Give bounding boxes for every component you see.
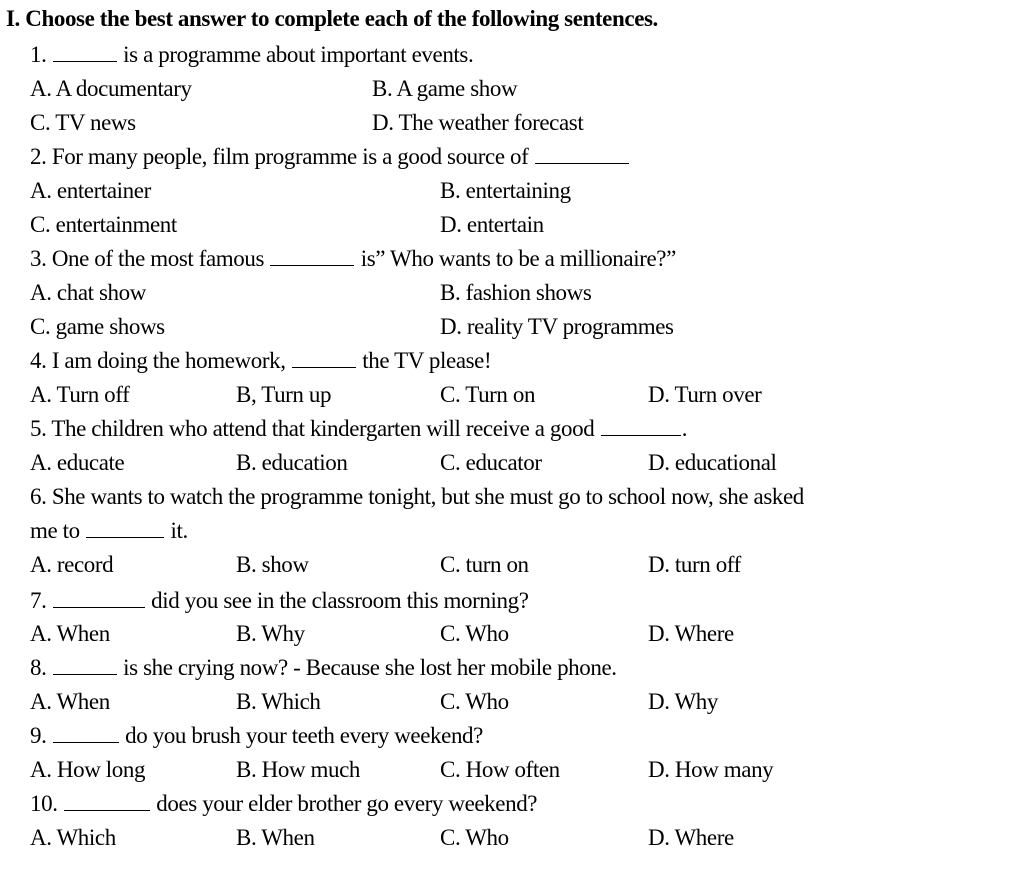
option-d: D. entertain [440, 212, 544, 237]
option-b: B. Why [236, 621, 305, 646]
answer-blank [53, 654, 117, 675]
option-b: B. Which [236, 689, 321, 714]
option-b: B. show [236, 552, 309, 577]
question-2 [30, 142, 630, 172]
question-text-before: She wants to watch the programme tonight, but she must go to school now, she asked [51, 484, 804, 509]
option-a: A. entertainer [30, 178, 151, 203]
answer-blank [535, 143, 629, 164]
option-b: B. When [236, 825, 315, 850]
question-6-continued [30, 516, 188, 546]
question-text-after: it. [170, 518, 188, 543]
question-number: 1. [30, 42, 47, 67]
question-text-after: the TV please! [362, 348, 492, 373]
question-1 [30, 40, 473, 70]
question-text-after: does your elder brother go every weekend? [156, 791, 538, 816]
question-number: 6. [30, 484, 47, 509]
option-c: C. How often [440, 757, 560, 782]
option-a: A. How long [30, 757, 146, 782]
option-b: B. A game show [372, 76, 518, 101]
answer-blank [292, 347, 356, 368]
answer-blank [53, 722, 119, 743]
option-b: B. fashion shows [440, 280, 592, 305]
option-a: A. When [30, 689, 110, 714]
answer-blank [53, 41, 117, 62]
question-number: 9. [30, 723, 47, 748]
question-text-after: is” Who wants to be a millionaire?” [360, 246, 676, 271]
option-a: A. Which [30, 825, 116, 850]
option-a: A. record [30, 552, 114, 577]
question-text-after: is a programme about important events. [123, 42, 474, 67]
option-d: D. How many [648, 757, 774, 782]
answer-blank [601, 415, 681, 436]
question-9 [30, 721, 483, 751]
answer-blank [86, 517, 164, 538]
question-10 [30, 789, 537, 819]
option-d: D. turn off [648, 552, 741, 577]
option-a: A. When [30, 621, 110, 646]
option-c: C. Turn on [440, 382, 536, 407]
option-a: A. chat show [30, 280, 146, 305]
question-number: 10. [30, 791, 58, 816]
question-3 [30, 244, 676, 274]
answer-blank [270, 245, 354, 266]
option-b: B. education [236, 450, 348, 475]
answer-blank [53, 587, 145, 608]
question-text-after: . [681, 416, 688, 441]
question-5 [30, 414, 687, 444]
option-c: C. entertainment [30, 212, 177, 237]
option-c: C. educator [440, 450, 542, 475]
question-number: 8. [30, 655, 47, 680]
question-text-after: is she crying now? - Because she lost her mobile phone. [123, 655, 617, 680]
option-c: C. Who [440, 825, 509, 850]
question-4 [30, 346, 491, 376]
question-number: 5. [30, 416, 47, 441]
question-8 [30, 653, 617, 683]
option-a: A. A documentary [30, 76, 192, 101]
question-text-before: I am doing the homework, [51, 348, 286, 373]
question-number: 2. [30, 144, 47, 169]
option-c: C. Who [440, 689, 509, 714]
option-a: A. Turn off [30, 382, 130, 407]
question-7 [30, 586, 529, 616]
option-d: D. Turn over [648, 382, 762, 407]
option-d: D. Where [648, 621, 734, 646]
option-c: C. Who [440, 621, 509, 646]
question-text-after: do you brush your teeth every weekend? [125, 723, 483, 748]
option-b: B. entertaining [440, 178, 571, 203]
option-d: D. reality TV programmes [440, 314, 674, 339]
option-d: D. The weather forecast [372, 110, 584, 135]
question-text-before: The children who attend that kindergarten will receive a good [51, 416, 595, 441]
option-b: B, Turn up [236, 382, 332, 407]
option-d: D. Why [648, 689, 719, 714]
option-d: D. Where [648, 825, 734, 850]
question-text-after: did you see in the classroom this morning? [151, 588, 529, 613]
answer-blank [64, 790, 150, 811]
option-c: C. TV news [30, 110, 136, 135]
question-text-before: One of the most famous [51, 246, 265, 271]
option-c: C. turn on [440, 552, 529, 577]
question-text-line2: me to [30, 518, 80, 543]
option-b: B. How much [236, 757, 361, 782]
question-number: 4. [30, 348, 47, 373]
option-d: D. educational [648, 450, 777, 475]
question-6 [30, 482, 804, 512]
question-text-before: For many people, film programme is a good source of [51, 144, 529, 169]
option-a: A. educate [30, 450, 125, 475]
section-heading: I. Choose the best answer to complete each of the following sentences. [6, 6, 658, 31]
question-number: 7. [30, 588, 47, 613]
option-c: C. game shows [30, 314, 165, 339]
question-number: 3. [30, 246, 47, 271]
